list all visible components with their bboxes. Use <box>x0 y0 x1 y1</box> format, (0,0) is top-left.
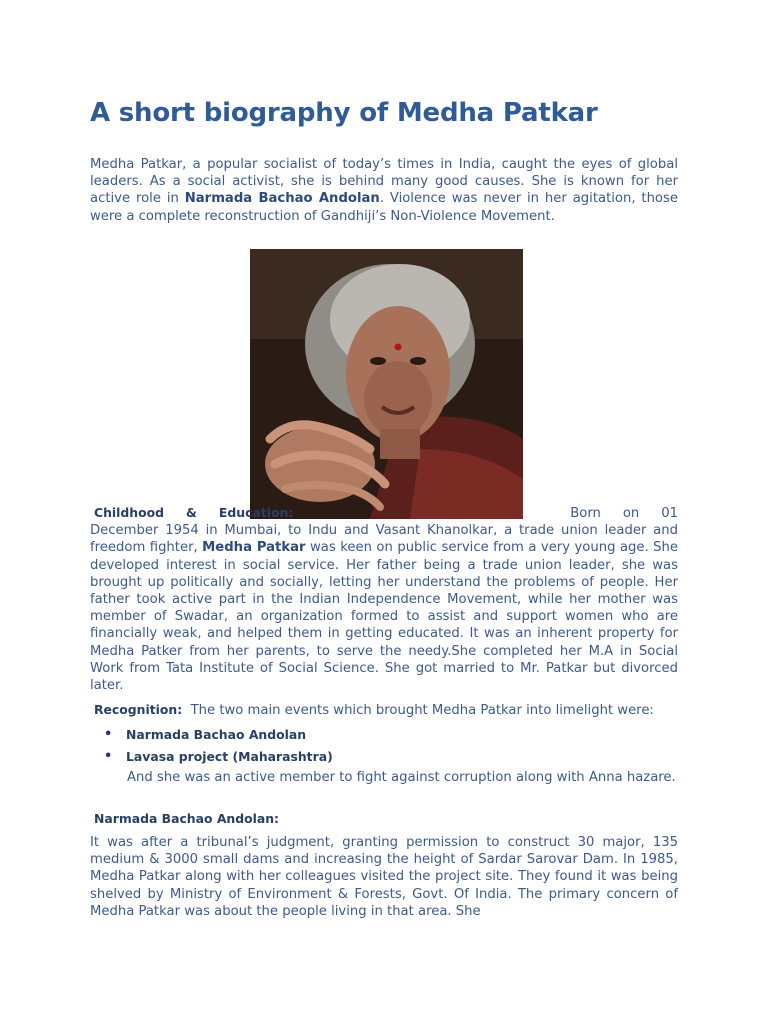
intro-text-1: Medha Patkar, a popular socialist of today’s times in India, caught the eyes of global leaders. As a social activist, she is behind many good causes. She is known for her active role in <box>90 157 678 207</box>
list-item: • Narmada Bachao Andolan <box>104 724 333 746</box>
recognition-line <box>94 701 682 719</box>
intro-bold-narmada: Narmada Bachao Andolan <box>184 191 380 207</box>
bullet-icon: • <box>104 727 113 742</box>
recognition-label: Recognition: <box>94 702 183 717</box>
childhood-text-1: Born on 01 December 1954 in Mumbai, to Indu and Vasant Khanolkar, a trade union leader and freedom fighter, <box>90 506 678 556</box>
page-title: A short biography of Medha Patkar <box>90 98 598 128</box>
intro-text-2: . Violence was never in her agitation, those were a complete reconstruction of Gandhiji’s Non-Violence Movement. <box>90 191 678 224</box>
portrait-photo <box>250 249 523 519</box>
recognition-list <box>104 724 333 768</box>
narmada-heading: Narmada Bachao Andolan: <box>94 811 279 826</box>
childhood-paragraph <box>90 504 678 694</box>
recognition-after: And she was an active member to fight against corruption along with Anna hazare. <box>127 770 676 785</box>
childhood-text-2: was keen on public service from a very young age. She developed interest in social service. Her father being a trade union leader, she was brought up politically and socially, letting her understand the problems of people. Her father took active part in the Indian Independence Movement, while her mother was member of Swadar, an organization formed to assist and support women who are financially weak, and helped them in getting educated. It was an inherent property for Medha Patker from her parents, to serve the needy.She completed her M.A in Social Work from Tata Institute of Social Science. She got married to Mr. Patkar but divorced later. <box>90 540 679 694</box>
list-item: • Lavasa project (Maharashtra) <box>104 746 333 768</box>
intro-paragraph <box>90 156 678 225</box>
childhood-bold-name: Medha Patkar <box>202 540 306 556</box>
narmada-paragraph: It was after a tribunal’s judgment, granting permission to construct 30 major, 135 medium & 3000 small dams and increasing the height of Sardar Sarovar Dam. In 1985, Medha Patkar along with her colleagues visited the project site. They found it was being shelved by Ministry of Environment & Forests, Govt. Of India. The primary concern of Medha Patkar was about the people living in that area. She <box>90 835 678 919</box>
bullet-icon: • <box>104 749 113 764</box>
childhood-label: Childhood & Education: <box>94 505 294 520</box>
portrait-illustration <box>250 249 523 519</box>
recognition-text: The two main events which brought Medha Patkar into limelight were: <box>190 703 654 718</box>
